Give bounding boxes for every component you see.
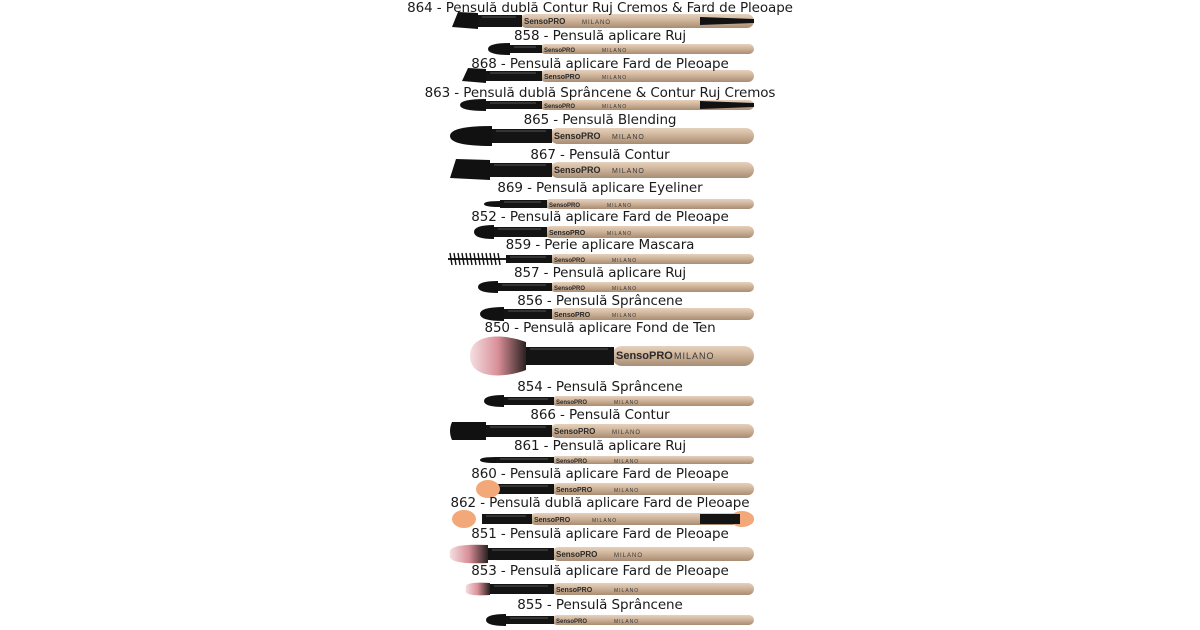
- brand-name: SensoPRO: [549, 230, 586, 237]
- brush-label: 860 - Pensulă aplicare Fard de Pleoape: [471, 466, 729, 482]
- brand-suffix: MILANO: [614, 553, 644, 559]
- brand-name: SensoPRO: [616, 350, 673, 362]
- brand-name: SensoPRO: [554, 165, 601, 175]
- brush: [486, 614, 754, 626]
- brush-bristles: [466, 583, 491, 596]
- brush-ferrule: [500, 200, 547, 208]
- brand-suffix: MILANO: [614, 400, 640, 406]
- brand-name: SensoPRO: [556, 619, 588, 625]
- brush-ferrule: [526, 347, 614, 365]
- brush-ferrule-end: [700, 514, 740, 524]
- brush: [484, 395, 754, 407]
- brand-name: SensoPRO: [556, 459, 588, 465]
- brush: [466, 583, 755, 596]
- spoolie-bristle: [462, 253, 464, 265]
- brush-label: 864 - Pensulă dublă Contur Ruj Cremos & Fard de Pleoape: [407, 0, 793, 16]
- brand-name: SensoPRO: [544, 104, 576, 110]
- brush-bristles: [478, 281, 498, 293]
- brush-bristles: [470, 337, 526, 376]
- brush-label: 863 - Pensulă dublă Sprâncene & Contur Ruj Cremos: [424, 85, 776, 101]
- brand-suffix: MILANO: [607, 203, 633, 209]
- brush: [488, 43, 754, 55]
- spoolie-bristle: [494, 253, 496, 265]
- brush-bristles: [480, 457, 496, 463]
- spoolie-bristle: [486, 253, 488, 265]
- brush-label: 853 - Pensulă aplicare Fard de Pleoape: [471, 563, 729, 579]
- brand-suffix: MILANO: [612, 258, 638, 264]
- brush-ferrule: [498, 283, 552, 291]
- brand-suffix: MILANO: [612, 168, 645, 175]
- brush-ferrule: [486, 101, 542, 109]
- spoolie-bristle: [458, 253, 460, 265]
- brush-bristles: [488, 43, 510, 55]
- brand-name: SensoPRO: [556, 550, 598, 559]
- brand-name: SensoPRO: [549, 203, 581, 209]
- brand-suffix: MILANO: [582, 20, 612, 26]
- spoolie-bristle: [450, 253, 452, 265]
- brush-label: 858 - Pensulă aplicare Ruj: [513, 28, 687, 44]
- brush: [450, 126, 754, 146]
- brush-bristles: [486, 614, 506, 626]
- brand-suffix: MILANO: [602, 104, 628, 110]
- brush-ferrule: [506, 616, 554, 624]
- brush-label: 859 - Perie aplicare Mascara: [505, 237, 695, 253]
- brand-name: SensoPRO: [556, 400, 588, 406]
- brand-name: SensoPRO: [544, 74, 581, 81]
- spoolie-bristle: [454, 253, 456, 265]
- spoolie-bristle: [482, 253, 484, 265]
- brush-label: 852 - Pensulă aplicare Fard de Pleoape: [471, 209, 729, 225]
- brush-bristles: [450, 545, 488, 564]
- brush-ferrule: [506, 255, 552, 263]
- brush-label: 866 - Pensulă Contur: [530, 407, 670, 423]
- brand-suffix: MILANO: [612, 134, 645, 141]
- brand-suffix: MILANO: [607, 231, 633, 237]
- brush-label: 851 - Pensulă aplicare Fard de Pleoape: [471, 526, 729, 542]
- brand-suffix: MILANO: [602, 48, 628, 54]
- brand-name: SensoPRO: [544, 48, 576, 54]
- brush-label: 854 - Pensulă Sprâncene: [517, 379, 683, 395]
- brush: [448, 253, 754, 265]
- brush-label: 869 - Pensulă aplicare Eyeliner: [497, 180, 703, 196]
- brand-suffix: MILANO: [614, 619, 640, 625]
- brush-ferrule: [504, 397, 554, 405]
- brush-bristles: [484, 395, 504, 407]
- brush-label: 867 - Pensulă Contur: [530, 147, 670, 163]
- brush: [480, 307, 754, 321]
- brand-suffix: MILANO: [614, 488, 640, 494]
- brush-label: 868 - Pensulă aplicare Fard de Pleoape: [471, 56, 729, 72]
- brush-bristles: [484, 201, 500, 207]
- brand-name: SensoPRO: [556, 487, 593, 494]
- brush: [470, 337, 754, 376]
- brush-label: 861 - Pensulă aplicare Ruj: [513, 438, 687, 454]
- spoolie-bristle: [490, 253, 492, 265]
- brush: [480, 456, 754, 465]
- brush-ferrule: [496, 457, 554, 463]
- brush: [478, 281, 754, 293]
- brush-label: 865 - Pensulă Blending: [523, 112, 677, 128]
- brand-suffix: MILANO: [592, 518, 618, 524]
- brush-label: 850 - Pensulă aplicare Fond de Ten: [484, 320, 716, 336]
- spoolie-bristle: [474, 253, 476, 265]
- brush-label: 862 - Pensulă dublă aplicare Fard de Pleoape: [450, 495, 750, 511]
- brush-label: 856 - Pensulă Sprâncene: [517, 293, 683, 309]
- brand-suffix: MILANO: [612, 313, 638, 319]
- brand-name: SensoPRO: [556, 587, 593, 594]
- brush: [450, 545, 754, 564]
- brush: [484, 199, 754, 209]
- brush-bristles: [480, 307, 504, 321]
- brand-suffix: MILANO: [674, 351, 715, 361]
- brand-name: SensoPRO: [554, 131, 601, 141]
- spoolie-bristle: [466, 253, 468, 265]
- brush-label: 857 - Pensulă aplicare Ruj: [513, 265, 687, 281]
- brand-suffix: MILANO: [612, 286, 638, 292]
- brand-name: SensoPRO: [554, 286, 586, 292]
- brand-name: SensoPRO: [534, 517, 571, 524]
- brand-suffix: MILANO: [612, 430, 642, 436]
- brush-label: 855 - Pensulă Sprâncene: [517, 597, 683, 613]
- spoolie-bristle: [478, 253, 480, 265]
- brand-suffix: MILANO: [614, 459, 640, 465]
- brand-name: SensoPRO: [554, 427, 596, 436]
- brand-name: SensoPRO: [554, 258, 586, 264]
- brush-bristles: [450, 126, 492, 146]
- brand-suffix: MILANO: [602, 75, 628, 81]
- brand-name: SensoPRO: [554, 312, 591, 319]
- spoolie-bristle: [470, 253, 472, 265]
- spoolie-bristle: [498, 253, 500, 265]
- brand-suffix: MILANO: [614, 588, 640, 594]
- brush-ferrule: [510, 45, 542, 53]
- brand-name: SensoPRO: [524, 17, 566, 26]
